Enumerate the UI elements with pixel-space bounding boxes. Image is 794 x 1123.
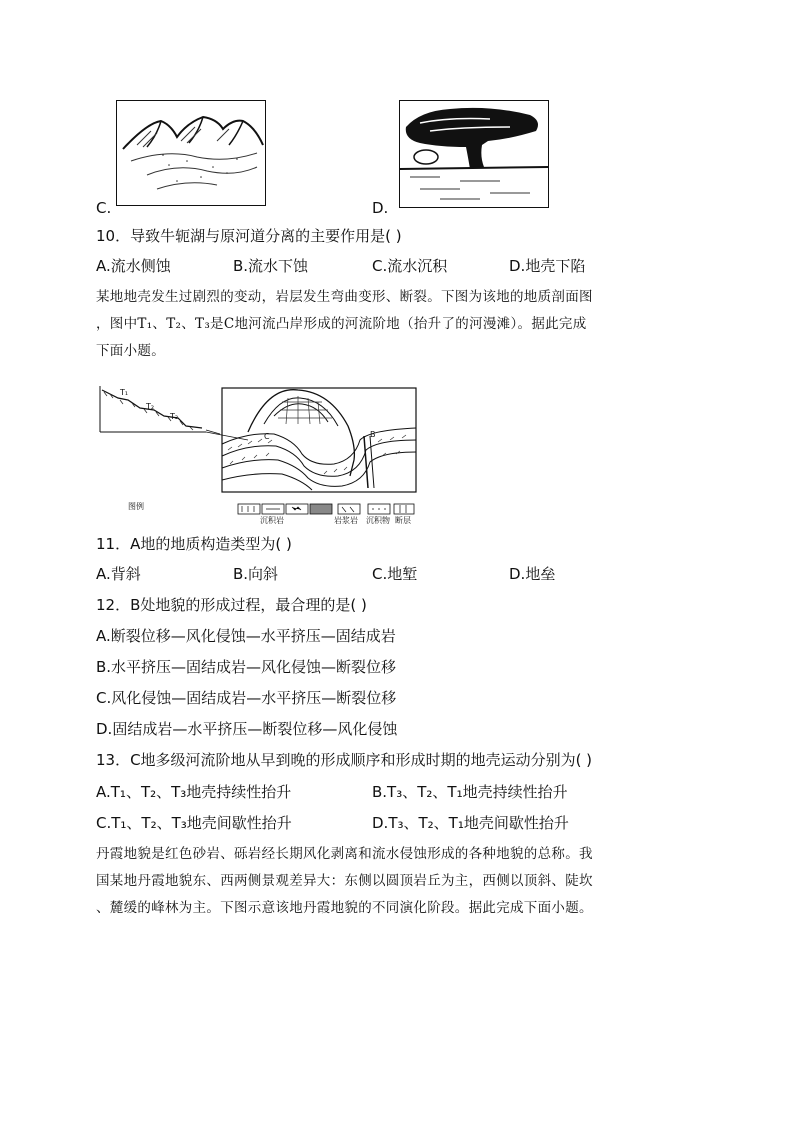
question-12-option-b[interactable]: B.水平挤压—固结成岩—风化侵蚀—断裂位移	[96, 658, 397, 676]
question-11-option-c[interactable]: C.地堑	[372, 565, 418, 583]
legend-title: 图例	[128, 502, 144, 511]
question-11-option-a[interactable]: A.背斜	[96, 565, 141, 583]
legend-sedimentary-rock: 沉积岩	[260, 516, 284, 525]
point-c-label: C	[264, 432, 270, 441]
question-11-option-b[interactable]: B.向斜	[233, 565, 279, 583]
option-c-label: C.	[96, 199, 112, 217]
question-13-option-b[interactable]: B.T₃、T₂、T₁地壳持续性抬升	[372, 783, 568, 801]
passage-1-line-2: ，图中T₁、T₂、T₃是C地河流凸岸形成的河流阶地（抬升了的河漫滩）。据此完成	[96, 316, 587, 332]
option-d-label: D.	[372, 199, 389, 217]
figure-d-mushroom-rock	[399, 100, 549, 208]
passage-danxia-landform	[96, 841, 696, 922]
passage-2-line-2: 国某地丹霞地貌东、西两侧景观差异大：东侧以圆顶岩丘为主，西侧以顶斜、陡坎	[96, 873, 593, 889]
question-11-stem: 11．A地的地质构造类型为( )	[96, 535, 292, 553]
terrace-t2-label: T₂	[146, 402, 155, 411]
dunes-drawing	[117, 101, 265, 205]
question-10-option-d[interactable]: D.地壳下陷	[509, 257, 586, 275]
question-13-option-d[interactable]: D.T₃、T₂、T₁地壳间歇性抬升	[372, 814, 569, 832]
mushroom-rock-drawing	[400, 101, 548, 207]
geological-profile-figure	[98, 380, 420, 526]
legend-fault: 断层	[395, 516, 411, 525]
question-12-option-c[interactable]: C.风化侵蚀—固结成岩—水平挤压—断裂位移	[96, 689, 397, 707]
question-10-stem: 10．导致牛轭湖与原河道分离的主要作用是( )	[96, 227, 402, 245]
question-10-option-c[interactable]: C.流水沉积	[372, 257, 448, 275]
terrace-t1-label: T₁	[120, 388, 129, 397]
legend-sediment: 沉积物	[366, 516, 390, 525]
question-13-option-c[interactable]: C.T₁、T₂、T₃地壳间歇性抬升	[96, 814, 292, 832]
question-13-option-a[interactable]: A.T₁、T₂、T₃地壳持续性抬升	[96, 783, 292, 801]
question-12-option-d[interactable]: D.固结成岩—水平挤压—断裂位移—风化侵蚀	[96, 720, 398, 738]
question-10-option-a[interactable]: A.流水侧蚀	[96, 257, 171, 275]
question-12-option-a[interactable]: A.断裂位移—风化侵蚀—水平挤压—固结成岩	[96, 627, 396, 645]
passage-2-line-3: 、麓缓的峰林为主。下图示意该地丹霞地貌的不同演化阶段。据此完成下面小题。	[96, 900, 593, 916]
passage-1-line-1: 某地地壳发生过剧烈的变动，岩层发生弯曲变形、断裂。下图为该地的地质剖面图	[96, 289, 593, 305]
question-11-option-d[interactable]: D.地垒	[509, 565, 556, 583]
point-b-label: B	[370, 430, 376, 439]
legend-magmatic-rock: 岩浆岩	[334, 516, 358, 525]
terrace-t3-label: T₃	[170, 412, 179, 421]
passage-1-line-3: 下面小题。	[96, 343, 165, 359]
passage-2-line-1: 丹霞地貌是红色砂岩、砾岩经长期风化剥离和流水侵蚀形成的各种地貌的总称。我	[96, 846, 593, 862]
figure-c-dunes	[116, 100, 266, 206]
question-10-option-b[interactable]: B.流水下蚀	[233, 257, 309, 275]
question-12-stem: 12．B处地貌的形成过程，最合理的是( )	[96, 596, 367, 614]
passage-geology-profile	[96, 284, 696, 365]
question-13-stem: 13．C地多级河流阶地从早到晚的形成顺序和形成时期的地壳运动分别为( )	[96, 751, 593, 769]
